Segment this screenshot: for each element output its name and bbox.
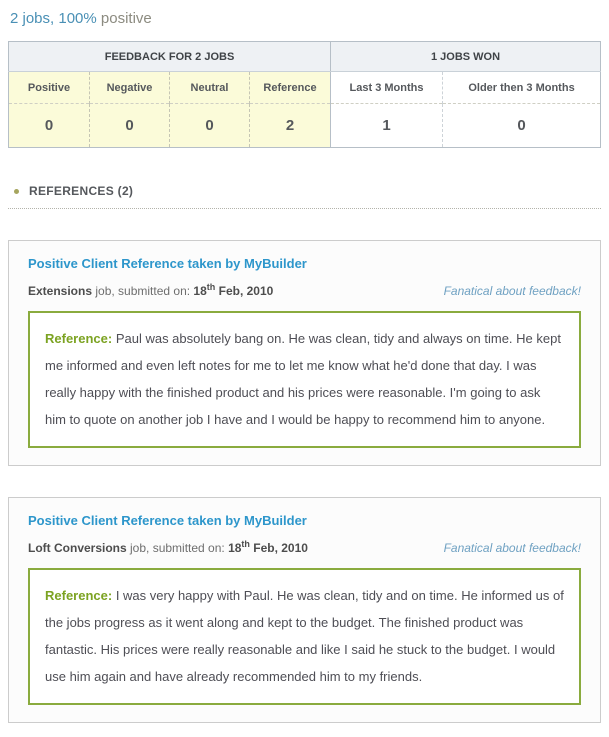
stats-section-header-row xyxy=(9,42,601,72)
stats-values-row xyxy=(9,104,601,148)
date-ordinal: th xyxy=(241,539,250,549)
references-section-header xyxy=(8,184,601,209)
reference-label: Reference: xyxy=(45,588,113,603)
reference-title-link[interactable]: Positive Client Reference taken by MyBuilder xyxy=(28,256,307,271)
positive-column-label: Positive xyxy=(9,72,90,104)
negative-column-label: Negative xyxy=(90,72,170,104)
negative-count: 0 xyxy=(90,104,170,148)
reference-meta xyxy=(28,539,308,555)
date-day: 18 xyxy=(228,541,242,555)
fanatical-feedback-link[interactable]: Fanatical about feedback! xyxy=(443,541,581,555)
older-than-3-months-count: 0 xyxy=(443,104,601,148)
older-than-3-months-column-label: Older then 3 Months xyxy=(443,72,601,104)
reference-text: I was very happy with Paul. He was clean, tidy and on time. He informed us of the jobs progress as it went along and kept to the budget. The finished product was fantastic. His prices were really reasonable and like I said he stuck to the budget. I would use him again and have already recommended him to my friends. xyxy=(45,588,564,684)
reference-card xyxy=(8,497,601,723)
reference-count: 2 xyxy=(250,104,331,148)
reference-meta-row xyxy=(28,539,581,555)
date-rest: Feb, 2010 xyxy=(215,284,274,298)
last-3-months-count: 1 xyxy=(331,104,443,148)
reference-column-label: Reference xyxy=(250,72,331,104)
date-ordinal: th xyxy=(206,282,216,292)
submission-date xyxy=(193,284,273,298)
fanatical-feedback-link[interactable]: Fanatical about feedback! xyxy=(443,284,581,298)
reference-text: Paul was absolutely bang on. He was clean, tidy and always on time. He kept me informed and even left notes for me to let me know what he'd done that day. I was really happy with the finished product and his prices were reasonable. I'm going to ask him to quote on another job I have and I would be happy to recommend him to anyone. xyxy=(45,331,561,427)
feedback-section-header: FEEDBACK FOR 2 JOBS xyxy=(9,42,331,72)
reference-meta xyxy=(28,282,273,298)
last-3-months-column-label: Last 3 Months xyxy=(331,72,443,104)
submission-date xyxy=(228,541,308,555)
meta-middle-text: job, submitted on: xyxy=(126,541,229,555)
reference-text-box xyxy=(28,568,581,705)
neutral-count: 0 xyxy=(170,104,250,148)
jobs-summary-rest: positive xyxy=(96,10,152,27)
feedback-stats-table xyxy=(8,41,601,148)
positive-count: 0 xyxy=(9,104,90,148)
job-type: Loft Conversions xyxy=(28,541,127,555)
date-day: 18 xyxy=(193,284,207,298)
job-type: Extensions xyxy=(28,284,93,298)
bullet-icon xyxy=(14,189,19,194)
references-section-title: REFERENCES (2) xyxy=(29,184,134,198)
jobs-summary-highlight: 2 jobs, 100% xyxy=(10,10,97,27)
reference-label: Reference: xyxy=(45,331,113,346)
jobs-won-section-header: 1 JOBS WON xyxy=(331,42,601,72)
reference-text-box xyxy=(28,311,581,448)
stats-column-header-row xyxy=(9,72,601,104)
page-title xyxy=(10,10,601,27)
reference-card xyxy=(8,240,601,466)
reference-meta-row xyxy=(28,282,581,298)
reference-title-link[interactable]: Positive Client Reference taken by MyBuilder xyxy=(28,513,307,528)
date-rest: Feb, 2010 xyxy=(249,541,308,555)
neutral-column-label: Neutral xyxy=(170,72,250,104)
meta-middle-text: job, submitted on: xyxy=(92,284,194,298)
